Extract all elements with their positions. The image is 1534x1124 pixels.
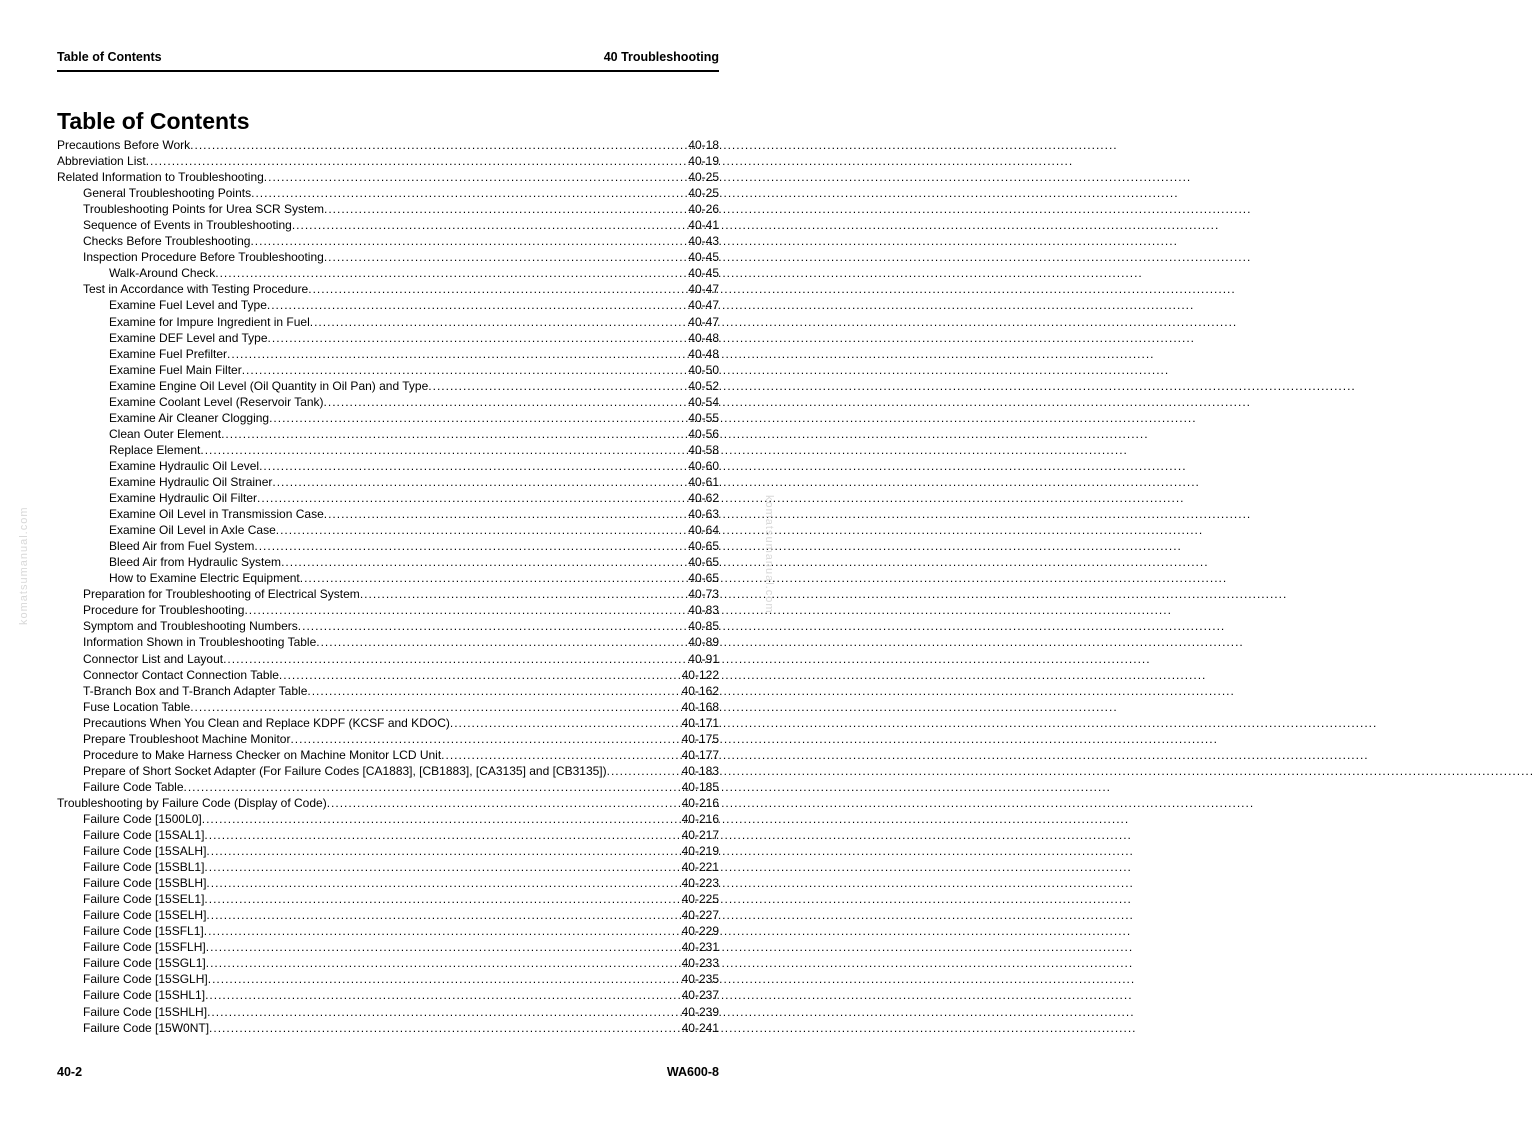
- toc-entry[interactable]: [57, 699, 719, 715]
- toc-leader-dots: [292, 217, 688, 233]
- toc-leader-dots: [223, 651, 688, 667]
- toc-leader-dots: [279, 667, 682, 683]
- toc-leader-dots: [441, 747, 681, 763]
- toc-leader-dots: [204, 923, 682, 939]
- toc-entry-page: 40-185: [681, 779, 719, 794]
- toc-entry[interactable]: [57, 1004, 719, 1020]
- toc-entry[interactable]: [57, 522, 719, 538]
- toc-entry-title: Examine Fuel Level and Type: [109, 298, 267, 313]
- toc-entry-page: 40-227: [681, 908, 719, 923]
- toc-leader-dots: [327, 795, 682, 811]
- toc-entry[interactable]: [57, 570, 719, 586]
- toc-entry-page: 40-217: [681, 828, 719, 843]
- toc-leader-dots: [221, 426, 688, 442]
- toc-entry-title: Precautions Before Work: [57, 138, 191, 152]
- toc-entry[interactable]: [57, 217, 719, 233]
- toc-entry-page: 40-83: [688, 603, 719, 618]
- toc-entry-title: Bleed Air from Fuel System: [109, 539, 255, 554]
- toc-entry-title: Failure Code [15SFL1]: [83, 924, 204, 939]
- toc-entry[interactable]: [57, 779, 719, 795]
- toc-entry-title: Abbreviation List: [57, 154, 146, 169]
- toc-entry-page: 40-229: [681, 924, 719, 939]
- toc-entry[interactable]: [57, 955, 719, 971]
- toc-entry-page: 40-25: [688, 170, 719, 185]
- toc-entry[interactable]: [57, 137, 719, 153]
- toc-leader-dots: [250, 233, 688, 249]
- toc-entry-page: 40-219: [681, 844, 719, 859]
- toc-entry[interactable]: [57, 715, 719, 731]
- toc-leader-dots: [324, 249, 688, 265]
- toc-entry-title: Failure Code [15SALH]: [83, 844, 207, 859]
- toc-entry-title: Clean Outer Element: [109, 426, 222, 441]
- toc-entry-title: Examine Oil Level in Axle Case: [109, 523, 276, 538]
- toc-entry-title: Examine for Impure Ingredient in Fuel: [109, 314, 310, 329]
- toc-entry-title: Failure Code [15SAL1]: [83, 828, 205, 843]
- toc-entry-title: Procedure for Troubleshooting: [83, 603, 245, 618]
- toc-entry-page: 40-171: [681, 715, 719, 730]
- toc-leader-dots: [268, 330, 689, 346]
- toc-entry-page: 40-45: [688, 266, 719, 281]
- toc-entry[interactable]: [57, 795, 719, 811]
- toc-entry[interactable]: [57, 634, 719, 650]
- toc-leader-dots: [428, 378, 688, 394]
- toc-entry[interactable]: [57, 971, 719, 987]
- toc-entry[interactable]: [57, 169, 719, 185]
- toc-entry[interactable]: [57, 586, 719, 602]
- toc-entry-page: 40-65: [688, 555, 719, 570]
- toc-leader-dots: [308, 281, 688, 297]
- toc-leader-dots: [202, 811, 682, 827]
- toc-leader-dots: [146, 153, 689, 169]
- toc-leader-dots: [272, 474, 688, 490]
- toc-entry-page: 40-47: [688, 314, 719, 329]
- toc-entry[interactable]: [57, 506, 719, 522]
- toc-entry[interactable]: [57, 651, 719, 667]
- toc-entry-title: Bleed Air from Hydraulic System: [109, 555, 282, 570]
- toc-entry-page: 40-48: [688, 330, 719, 345]
- toc-entry-page: 40-175: [681, 731, 719, 746]
- toc-entry-title: Failure Code [15SGLH]: [83, 972, 208, 987]
- toc-entry-title: Symptom and Troubleshooting Numbers: [83, 619, 298, 634]
- toc-entry-title: Failure Code [15SHL1]: [83, 988, 206, 1003]
- toc-leader-dots: [227, 346, 688, 362]
- toc-leader-dots: [300, 570, 689, 586]
- toc-leader-dots: [276, 522, 689, 538]
- toc-leader-dots: [264, 169, 689, 185]
- toc-entry-title: Related Information to Troubleshooting: [57, 170, 264, 185]
- toc-entry[interactable]: [57, 442, 719, 458]
- toc-entry-page: 40-237: [681, 988, 719, 1003]
- toc-entry-page: 40-225: [681, 892, 719, 907]
- toc-entry[interactable]: [57, 667, 719, 683]
- header-section-title: Table of Contents: [57, 50, 162, 64]
- toc-entry-title: Procedure to Make Harness Checker on Machine Monitor LCD Unit: [83, 747, 442, 762]
- toc-entry-page: 40-55: [688, 410, 719, 425]
- toc-entry-page: 40-235: [681, 972, 719, 987]
- footer-page-number: 40-2: [57, 1065, 83, 1079]
- toc-leader-dots: [607, 763, 682, 779]
- toc-entry[interactable]: [57, 843, 719, 859]
- toc-entry-title: Examine Hydraulic Oil Strainer: [109, 474, 273, 489]
- toc-entry-page: 40-85: [688, 619, 719, 634]
- toc-entry-title: Troubleshooting by Failure Code (Display of Code): [57, 795, 327, 810]
- toc-entry[interactable]: [57, 330, 719, 346]
- toc-entry[interactable]: [57, 346, 719, 362]
- toc-leader-dots: [267, 297, 688, 313]
- toc-entry[interactable]: [57, 827, 719, 843]
- toc-entry-title: Checks Before Troubleshooting: [83, 234, 251, 249]
- toc-entry[interactable]: [57, 923, 719, 939]
- toc-entry-page: 40-168: [681, 699, 719, 714]
- toc-entry[interactable]: [57, 763, 719, 779]
- toc-entry[interactable]: [57, 362, 719, 378]
- toc-leader-dots: [324, 201, 688, 217]
- toc-entry[interactable]: [57, 875, 719, 891]
- watermark-left: komatsumanual.com: [18, 506, 30, 625]
- toc-entry[interactable]: [57, 618, 719, 634]
- toc-entry-page: 40-18: [688, 138, 719, 152]
- toc-entry-page: 40-177: [681, 747, 719, 762]
- toc-entry[interactable]: [57, 249, 719, 265]
- header-chapter-title: 40 Troubleshooting: [603, 50, 719, 64]
- toc-entry[interactable]: [57, 314, 719, 330]
- toc-entry-title: T-Branch Box and T-Branch Adapter Table: [83, 683, 308, 698]
- toc-entry-page: 40-61: [688, 474, 719, 489]
- toc-entry[interactable]: [57, 297, 719, 313]
- toc-entry-title: Failure Code Table: [83, 779, 184, 794]
- toc-entry-title: Prepare of Short Socket Adapter (For Failure Codes [CA1883], [CB1883], [CA3135] and [CB3135]): [83, 763, 607, 778]
- toc-entry[interactable]: [57, 747, 719, 763]
- toc-leader-dots: [190, 137, 688, 153]
- toc-entry[interactable]: [57, 891, 719, 907]
- toc-entry-page: 40-91: [688, 651, 719, 666]
- toc-leader-dots: [281, 554, 688, 570]
- toc-entry-page: 40-47: [688, 282, 719, 297]
- toc-entry[interactable]: [57, 185, 719, 201]
- toc-entry-page: 40-221: [681, 860, 719, 875]
- toc-entry[interactable]: [57, 394, 719, 410]
- toc-entry[interactable]: [57, 490, 719, 506]
- toc-entry-page: 40-183: [681, 763, 719, 778]
- toc-entry-page: 40-65: [688, 571, 719, 586]
- toc-entry[interactable]: [57, 1020, 719, 1036]
- toc-entry-title: Examine Hydraulic Oil Filter: [109, 491, 258, 506]
- toc-entry-page: 40-223: [681, 876, 719, 891]
- toc-entry-title: Troubleshooting Points for Urea SCR System: [83, 202, 324, 217]
- toc-leader-dots: [206, 875, 681, 891]
- toc-entry-page: 40-241: [681, 1020, 719, 1035]
- toc-entry[interactable]: [57, 939, 719, 955]
- toc-entry-title: General Troubleshooting Points: [83, 186, 252, 201]
- toc-entry-page: 40-60: [688, 458, 719, 473]
- toc-leader-dots: [251, 185, 688, 201]
- page-header: [57, 48, 719, 72]
- toc-entry[interactable]: [57, 201, 719, 217]
- toc-entry[interactable]: [57, 987, 719, 1003]
- toc-entry-title: Examine DEF Level and Type: [109, 330, 268, 345]
- toc-leader-dots: [215, 265, 688, 281]
- toc-leader-dots: [208, 971, 682, 987]
- toc-entry-page: 40-216: [681, 795, 719, 810]
- toc-entry-title: Walk-Around Check: [109, 266, 216, 281]
- toc-entry[interactable]: [57, 458, 719, 474]
- toc-entry-page: 40-89: [688, 635, 719, 650]
- toc-entry-page: 40-54: [688, 394, 719, 409]
- page-title: Table of Contents: [57, 108, 250, 134]
- toc-entry-title: Failure Code [15SHLH]: [83, 1004, 208, 1019]
- toc-entry-page: 40-65: [688, 539, 719, 554]
- toc-leader-dots: [290, 731, 681, 747]
- toc-entry-title: Replace Element: [109, 442, 201, 457]
- toc-leader-dots: [200, 442, 688, 458]
- toc-entry-title: Examine Fuel Prefilter: [109, 346, 228, 361]
- toc-entry[interactable]: [57, 233, 719, 249]
- toc-entry-page: 40-43: [688, 234, 719, 249]
- toc-leader-dots: [298, 618, 689, 634]
- toc-leader-dots: [360, 586, 688, 602]
- toc-entry-page: 40-50: [688, 362, 719, 377]
- toc-leader-dots: [207, 1004, 682, 1020]
- toc-leader-dots: [206, 843, 681, 859]
- toc-entry[interactable]: [57, 410, 719, 426]
- toc-entry-page: 40-47: [688, 298, 719, 313]
- toc-entry-page: 40-41: [688, 218, 719, 233]
- toc-entry-title: Examine Coolant Level (Reservoir Tank): [109, 394, 324, 409]
- toc-entry-page: 40-19: [688, 154, 719, 169]
- toc-entry-page: 40-216: [681, 811, 719, 826]
- toc-entry[interactable]: [57, 265, 719, 281]
- toc-entry-title: Failure Code [15SEL1]: [83, 892, 205, 907]
- toc-entry-page: 40-58: [688, 442, 719, 457]
- toc-leader-dots: [204, 891, 681, 907]
- toc-entry-title: Test in Accordance with Testing Procedure: [83, 282, 309, 297]
- toc-entry-title: Failure Code [1500L0]: [83, 811, 202, 826]
- toc-entry-page: 40-62: [688, 491, 719, 506]
- toc-leader-dots: [316, 634, 688, 650]
- toc-entry-page: 40-26: [688, 202, 719, 217]
- toc-entry[interactable]: [57, 907, 719, 923]
- toc-entry-page: 40-239: [681, 1004, 719, 1019]
- toc-entry-page: 40-45: [688, 250, 719, 265]
- toc-entry-title: Precautions When You Clean and Replace KDPF (KCSF and KDOC): [83, 715, 450, 730]
- toc-leader-dots: [310, 314, 689, 330]
- footer-model: WA600-8: [666, 1065, 719, 1079]
- toc-leader-dots: [204, 827, 681, 843]
- toc-entry[interactable]: [57, 602, 719, 618]
- toc-entry-title: How to Examine Electric Equipment: [109, 571, 300, 586]
- toc-entry-page: 40-64: [688, 523, 719, 538]
- toc-entry-title: Connector List and Layout: [83, 651, 224, 666]
- toc-entry-page: 40-233: [681, 956, 719, 971]
- toc-entry[interactable]: [57, 811, 719, 827]
- toc-leader-dots: [254, 538, 688, 554]
- toc-entry-page: 40-56: [688, 426, 719, 441]
- toc-entry-page: 40-162: [681, 683, 719, 698]
- toc-leader-dots: [206, 907, 681, 923]
- toc-leader-dots: [242, 362, 689, 378]
- toc-entry-title: Examine Hydraulic Oil Level: [109, 458, 260, 473]
- toc-list: [57, 137, 719, 1036]
- toc-entry-title: Information Shown in Troubleshooting Table: [83, 635, 317, 650]
- toc-entry-page: 40-231: [681, 940, 719, 955]
- toc-entry-title: Prepare Troubleshoot Machine Monitor: [83, 731, 291, 746]
- toc-entry-page: 40-73: [688, 587, 719, 602]
- toc-entry[interactable]: [57, 153, 719, 169]
- toc-entry[interactable]: [57, 426, 719, 442]
- toc-entry-title: Preparation for Troubleshooting of Electrical System: [83, 587, 360, 602]
- toc-entry-page: 40-63: [688, 507, 719, 522]
- toc-entry-title: Fuse Location Table: [83, 699, 191, 714]
- toc-leader-dots: [450, 715, 682, 731]
- toc-leader-dots: [209, 1020, 682, 1036]
- toc-leader-dots: [206, 955, 682, 971]
- toc-entry[interactable]: [57, 731, 719, 747]
- toc-entry[interactable]: [57, 474, 719, 490]
- toc-entry-title: Failure Code [15SGL1]: [83, 956, 206, 971]
- toc-leader-dots: [204, 859, 681, 875]
- toc-entry[interactable]: [57, 554, 719, 570]
- toc-entry-title: Connector Contact Connection Table: [83, 667, 279, 682]
- toc-leader-dots: [206, 939, 682, 955]
- toc-leader-dots: [307, 683, 681, 699]
- toc-leader-dots: [259, 458, 688, 474]
- toc-entry-title: Failure Code [15SBL1]: [83, 860, 205, 875]
- toc-entry-title: Failure Code [15W0NT]: [83, 1020, 210, 1035]
- toc-entry-title: Examine Fuel Main Filter: [109, 362, 242, 377]
- toc-leader-dots: [205, 987, 682, 1003]
- toc-entry-page: 40-48: [688, 346, 719, 361]
- toc-entry-title: Failure Code [15SFLH]: [83, 940, 206, 955]
- toc-entry-title: Examine Engine Oil Level (Oil Quantity in Oil Pan) and Type: [109, 378, 429, 393]
- toc-entry-title: Failure Code [15SBLH]: [83, 876, 207, 891]
- toc-leader-dots: [324, 506, 689, 522]
- watermark-right: komatsumanual.com: [763, 495, 775, 614]
- toc-leader-dots: [269, 410, 688, 426]
- toc-entry[interactable]: [57, 683, 719, 699]
- toc-entry[interactable]: [57, 538, 719, 554]
- toc-entry-title: Sequence of Events in Troubleshooting: [83, 218, 292, 233]
- toc-leader-dots: [190, 699, 681, 715]
- toc-entry-page: 40-25: [688, 186, 719, 201]
- toc-entry-title: Examine Oil Level in Transmission Case: [109, 507, 324, 522]
- toc-entry-page: 40-122: [681, 667, 719, 682]
- toc-entry-page: 40-52: [688, 378, 719, 393]
- toc-entry-title: Examine Air Cleaner Clogging: [109, 410, 270, 425]
- toc-entry-title: Failure Code [15SELH]: [83, 908, 207, 923]
- toc-leader-dots: [244, 602, 688, 618]
- toc-entry[interactable]: [57, 859, 719, 875]
- toc-entry-title: Inspection Procedure Before Troubleshooting: [83, 250, 324, 265]
- toc-leader-dots: [184, 779, 682, 795]
- toc-entry[interactable]: [57, 378, 719, 394]
- toc-leader-dots: [324, 394, 689, 410]
- toc-entry[interactable]: [57, 281, 719, 297]
- toc-leader-dots: [257, 490, 688, 506]
